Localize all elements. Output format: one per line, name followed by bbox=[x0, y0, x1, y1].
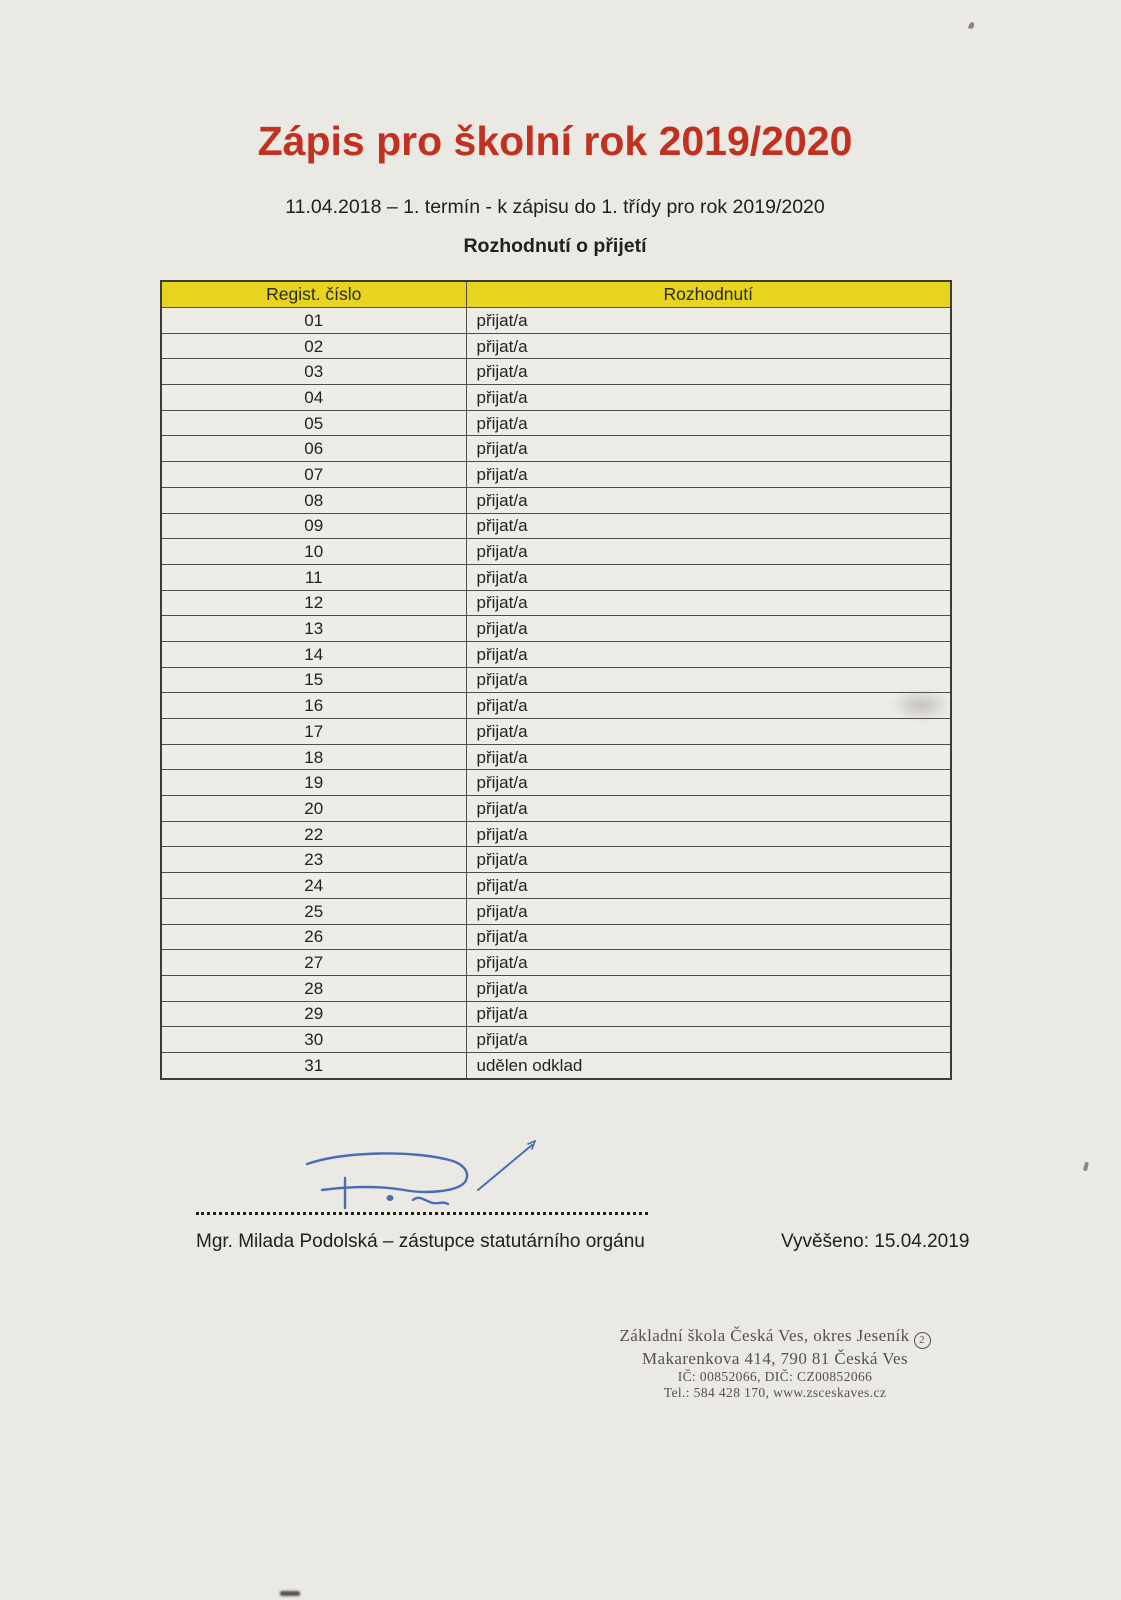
decision-cell: přijat/a bbox=[466, 744, 951, 770]
decision-cell: přijat/a bbox=[466, 385, 951, 411]
scan-edge-mark bbox=[280, 1591, 300, 1596]
decision-cell: přijat/a bbox=[466, 462, 951, 488]
regist-number-cell: 09 bbox=[161, 513, 466, 539]
decision-cell: přijat/a bbox=[466, 359, 951, 385]
regist-number-cell: 14 bbox=[161, 641, 466, 667]
table-row bbox=[161, 744, 951, 770]
decision-cell: přijat/a bbox=[466, 693, 951, 719]
regist-number-cell: 18 bbox=[161, 744, 466, 770]
stamp-school-name: Základní škola Česká Ves, okres Jeseník bbox=[619, 1326, 910, 1345]
table-row bbox=[161, 898, 951, 924]
column-header-rozhodnuti: Rozhodnutí bbox=[466, 281, 951, 308]
decision-cell: přijat/a bbox=[466, 898, 951, 924]
table-row bbox=[161, 513, 951, 539]
decision-table bbox=[160, 280, 952, 1080]
table-row bbox=[161, 487, 951, 513]
table-row bbox=[161, 693, 951, 719]
decision-cell: přijat/a bbox=[466, 333, 951, 359]
regist-number-cell: 01 bbox=[161, 308, 466, 334]
table-row bbox=[161, 796, 951, 822]
regist-number-cell: 24 bbox=[161, 873, 466, 899]
table-row bbox=[161, 641, 951, 667]
subtitle: 11.04.2018 – 1. termín - k zápisu do 1. třídy pro rok 2019/2020 bbox=[285, 196, 825, 218]
regist-number-cell: 10 bbox=[161, 539, 466, 565]
table-row bbox=[161, 564, 951, 590]
signatory-name: Mgr. Milada Podolská – zástupce statutárního orgánu bbox=[196, 1231, 645, 1252]
regist-number-cell: 23 bbox=[161, 847, 466, 873]
decision-table-body bbox=[161, 308, 951, 1079]
table-row bbox=[161, 975, 951, 1001]
table-row bbox=[161, 462, 951, 488]
table-row bbox=[161, 333, 951, 359]
decision-cell: přijat/a bbox=[466, 924, 951, 950]
stamp-circled-2-badge: 2 bbox=[914, 1332, 931, 1349]
stamp-line-2: Makarenkova 414, 790 81 Česká Ves bbox=[642, 1348, 908, 1368]
decision-cell: přijat/a bbox=[466, 821, 951, 847]
signature-dotted-line bbox=[196, 1212, 648, 1215]
decision-cell: přijat/a bbox=[466, 616, 951, 642]
decision-cell: přijat/a bbox=[466, 590, 951, 616]
scan-speck bbox=[968, 21, 975, 29]
table-row bbox=[161, 847, 951, 873]
decision-cell: přijat/a bbox=[466, 308, 951, 334]
regist-number-cell: 05 bbox=[161, 410, 466, 436]
regist-number-cell: 02 bbox=[161, 333, 466, 359]
table-row bbox=[161, 821, 951, 847]
regist-number-cell: 19 bbox=[161, 770, 466, 796]
decision-cell: přijat/a bbox=[466, 796, 951, 822]
decision-cell: přijat/a bbox=[466, 873, 951, 899]
regist-number-cell: 29 bbox=[161, 1001, 466, 1027]
table-row bbox=[161, 590, 951, 616]
regist-number-cell: 03 bbox=[161, 359, 466, 385]
table-row bbox=[161, 950, 951, 976]
regist-number-cell: 11 bbox=[161, 564, 466, 590]
regist-number-cell: 13 bbox=[161, 616, 466, 642]
table-row bbox=[161, 667, 951, 693]
regist-number-cell: 30 bbox=[161, 1027, 466, 1053]
table-row bbox=[161, 436, 951, 462]
regist-number-cell: 08 bbox=[161, 487, 466, 513]
regist-number-cell: 16 bbox=[161, 693, 466, 719]
regist-number-cell: 17 bbox=[161, 719, 466, 745]
decision-cell: přijat/a bbox=[466, 1001, 951, 1027]
scan-speck bbox=[1083, 1162, 1089, 1172]
school-stamp bbox=[565, 1326, 985, 1401]
table-row bbox=[161, 873, 951, 899]
regist-number-cell: 22 bbox=[161, 821, 466, 847]
decision-cell: přijat/a bbox=[466, 539, 951, 565]
decision-cell: přijat/a bbox=[466, 1027, 951, 1053]
regist-number-cell: 26 bbox=[161, 924, 466, 950]
stamp-line-4: Tel.: 584 428 170, www.zsceskaves.cz bbox=[663, 1384, 887, 1400]
table-row bbox=[161, 1052, 951, 1078]
table-row bbox=[161, 308, 951, 334]
decision-cell: přijat/a bbox=[466, 564, 951, 590]
regist-number-cell: 15 bbox=[161, 667, 466, 693]
decision-cell: přijat/a bbox=[466, 719, 951, 745]
decision-cell: přijat/a bbox=[466, 641, 951, 667]
regist-number-cell: 27 bbox=[161, 950, 466, 976]
decision-cell: udělen odklad bbox=[466, 1052, 951, 1078]
decision-cell: přijat/a bbox=[466, 847, 951, 873]
decision-cell: přijat/a bbox=[466, 770, 951, 796]
table-row bbox=[161, 359, 951, 385]
decision-cell: přijat/a bbox=[466, 975, 951, 1001]
column-header-regist-cislo: Regist. číslo bbox=[161, 281, 466, 308]
decision-cell: přijat/a bbox=[466, 513, 951, 539]
table-row bbox=[161, 719, 951, 745]
regist-number-cell: 25 bbox=[161, 898, 466, 924]
table-row bbox=[161, 1027, 951, 1053]
regist-number-cell: 31 bbox=[161, 1052, 466, 1078]
decision-cell: přijat/a bbox=[466, 950, 951, 976]
table-row bbox=[161, 385, 951, 411]
decision-cell: přijat/a bbox=[466, 410, 951, 436]
section-heading: Rozhodnutí o přijetí bbox=[463, 235, 647, 257]
regist-number-cell: 06 bbox=[161, 436, 466, 462]
stamp-line-1 bbox=[565, 1326, 985, 1349]
decision-cell: přijat/a bbox=[466, 487, 951, 513]
page-title: Zápis pro školní rok 2019/2020 bbox=[257, 118, 853, 164]
table-row bbox=[161, 616, 951, 642]
regist-number-cell: 20 bbox=[161, 796, 466, 822]
table-row bbox=[161, 924, 951, 950]
table-row bbox=[161, 410, 951, 436]
posted-date: Vyvěšeno: 15.04.2019 bbox=[781, 1231, 970, 1252]
regist-number-cell: 07 bbox=[161, 462, 466, 488]
table-row bbox=[161, 1001, 951, 1027]
stamp-line-3: IČ: 00852066, DIČ: CZ00852066 bbox=[677, 1369, 873, 1385]
regist-number-cell: 12 bbox=[161, 590, 466, 616]
table-row bbox=[161, 770, 951, 796]
table-row bbox=[161, 539, 951, 565]
table-header-row bbox=[161, 281, 951, 308]
regist-number-cell: 04 bbox=[161, 385, 466, 411]
decision-cell: přijat/a bbox=[466, 667, 951, 693]
regist-number-cell: 28 bbox=[161, 975, 466, 1001]
decision-cell: přijat/a bbox=[466, 436, 951, 462]
